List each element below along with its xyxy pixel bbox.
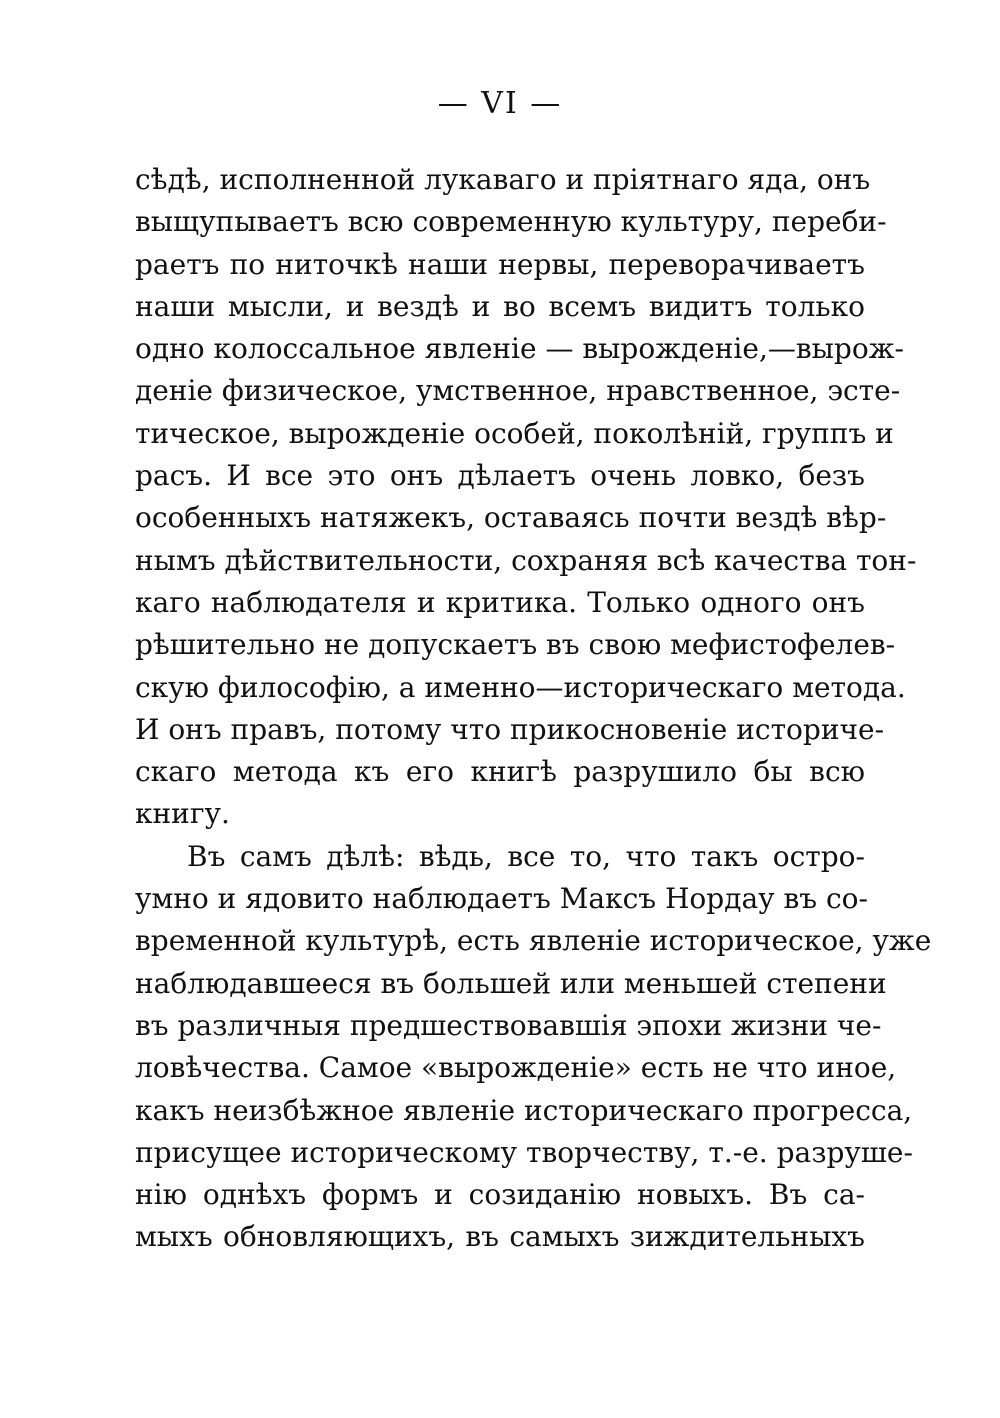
text-line: какъ неизбѣжное явленіе историческаго прогресса, [135,1093,913,1127]
text-line: нію однѣхъ формъ и созиданію новыхъ. Въ са- [135,1178,865,1212]
text-line: рѣшительно не допускаетъ въ свою мефистофелев- [135,628,896,662]
text-line: наши мысли, и вездѣ и во всемъ видитъ только [135,289,865,323]
text-line: скую философію, а именно—историческаго метода. [135,670,906,704]
text-line: наблюдавшееся въ большей или меньшей степени [135,966,887,1000]
text-line: мыхъ обновляющихъ, въ самыхъ зиждительныхъ [135,1220,865,1254]
text-line: умно и ядовито наблюдаетъ Максъ Нордау въ со- [135,882,869,916]
body-text [135,159,932,1259]
text-line: расъ. И все это онъ дѣлаетъ очень ловко, безъ [135,459,865,493]
text-line: одно колоссальное явленіе — вырожденіе,—вырож- [135,332,904,366]
text-line: книгу. [135,797,230,831]
text-line: сѣдѣ, исполненной лукаваго и пріятнаго яда, онъ [135,163,871,196]
text-line: скаго метода къ его книгѣ разрушило бы всю [135,755,865,789]
text-line: раетъ по ниточкѣ наши нервы, переворачиваетъ [135,247,865,281]
paragraph [135,159,917,836]
text-line: въ различныя предшествовавшія эпохи жизни че- [135,1008,882,1042]
text-line: Въ самъ дѣлѣ: вѣдь, все то, что такъ остро- [187,839,865,873]
paragraph [135,836,932,1259]
text-line: выщупываетъ всю современную культуру, переби- [135,205,887,239]
text-line: особенныхъ натяжекъ, оставаясь почти вездѣ вѣр- [135,501,887,535]
text-line: присущее историческому творчеству, т.-е. разруше- [135,1135,913,1169]
text-line: деніе физическое, умственное, нравственное, эсте- [135,374,901,408]
text-line: И онъ правъ, потому что прикосновеніе историче- [135,712,885,746]
text-line: тическое, вырожденіе особей, поколѣній, группъ и [135,416,894,450]
text-line: нымъ дѣйствительности, сохраняя всѣ качества тон- [135,543,917,577]
page-number: — VI — [437,86,563,121]
text-line: временной культурѣ, есть явленіе историческое, уже [135,924,932,958]
text-line: ловѣчества. Самое «вырожденіе» есть не что иное, [135,1051,897,1085]
text-line: каго наблюдателя и критика. Только одного онъ [135,585,865,619]
